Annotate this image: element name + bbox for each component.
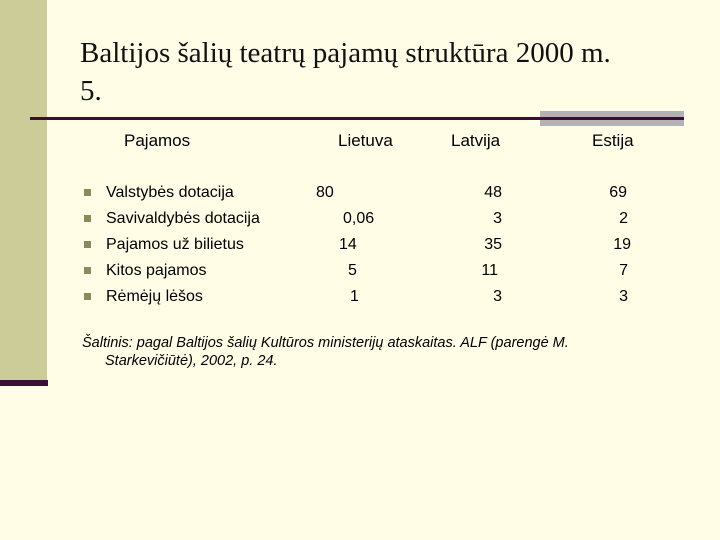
bullet-square-icon (84, 189, 91, 196)
title-rule (30, 117, 540, 120)
cell-estija: 69 (609, 184, 627, 201)
cell-latvija: 3 (493, 288, 502, 305)
table-row (84, 235, 644, 261)
cell-lietuva: 1 (350, 288, 359, 305)
slide-title (80, 34, 700, 110)
cell-estija: 19 (613, 236, 631, 253)
left-decorative-band (0, 0, 47, 385)
row-label: Valstybės dotacija (106, 184, 234, 201)
table-row (84, 261, 644, 287)
slide-title-line1: Baltijos šalių teatrų pajamų struktūra 2000 m. (80, 37, 611, 69)
row-label: Rėmėjų lėšos (106, 288, 203, 305)
cell-estija: 2 (619, 210, 628, 227)
header-latvija: Latvija (451, 131, 501, 150)
cell-latvija: 35 (484, 236, 502, 253)
cell-lietuva: 5 (348, 262, 357, 279)
table-row (84, 183, 644, 209)
slide-title-line2: 5. (80, 75, 102, 107)
left-band-accent (0, 380, 48, 386)
source-note (82, 334, 642, 370)
header-pajamos: Pajamos (124, 131, 191, 150)
source-line2: Starkevičiūtė), 2002, p. 24. (105, 353, 278, 369)
cell-latvija: 48 (484, 184, 502, 201)
bullet-square-icon (84, 267, 91, 274)
cell-estija: 3 (619, 288, 628, 305)
title-rule-right (540, 117, 684, 120)
header-estija: Estija (592, 131, 634, 150)
bullet-square-icon (84, 293, 91, 300)
row-label: Savivaldybės dotacija (106, 210, 260, 227)
row-label: Pajamos už bilietus (106, 236, 244, 253)
cell-lietuva: 14 (339, 236, 357, 253)
bullet-square-icon (84, 241, 91, 248)
bullet-square-icon (84, 215, 91, 222)
table-row (84, 209, 644, 235)
table-row (84, 287, 644, 313)
source-line1: Šaltinis: pagal Baltijos šalių Kultūros ministerijų ataskaitas. ALF (parengė M. (82, 335, 569, 351)
cell-estija: 7 (619, 262, 628, 279)
cell-lietuva: 80 (316, 184, 334, 201)
cell-lietuva: 0,06 (343, 210, 375, 227)
cell-latvija: 3 (493, 210, 502, 227)
cell-latvija: 11 (481, 262, 498, 279)
header-lietuva: Lietuva (338, 131, 393, 150)
row-label: Kitos pajamos (106, 262, 207, 279)
